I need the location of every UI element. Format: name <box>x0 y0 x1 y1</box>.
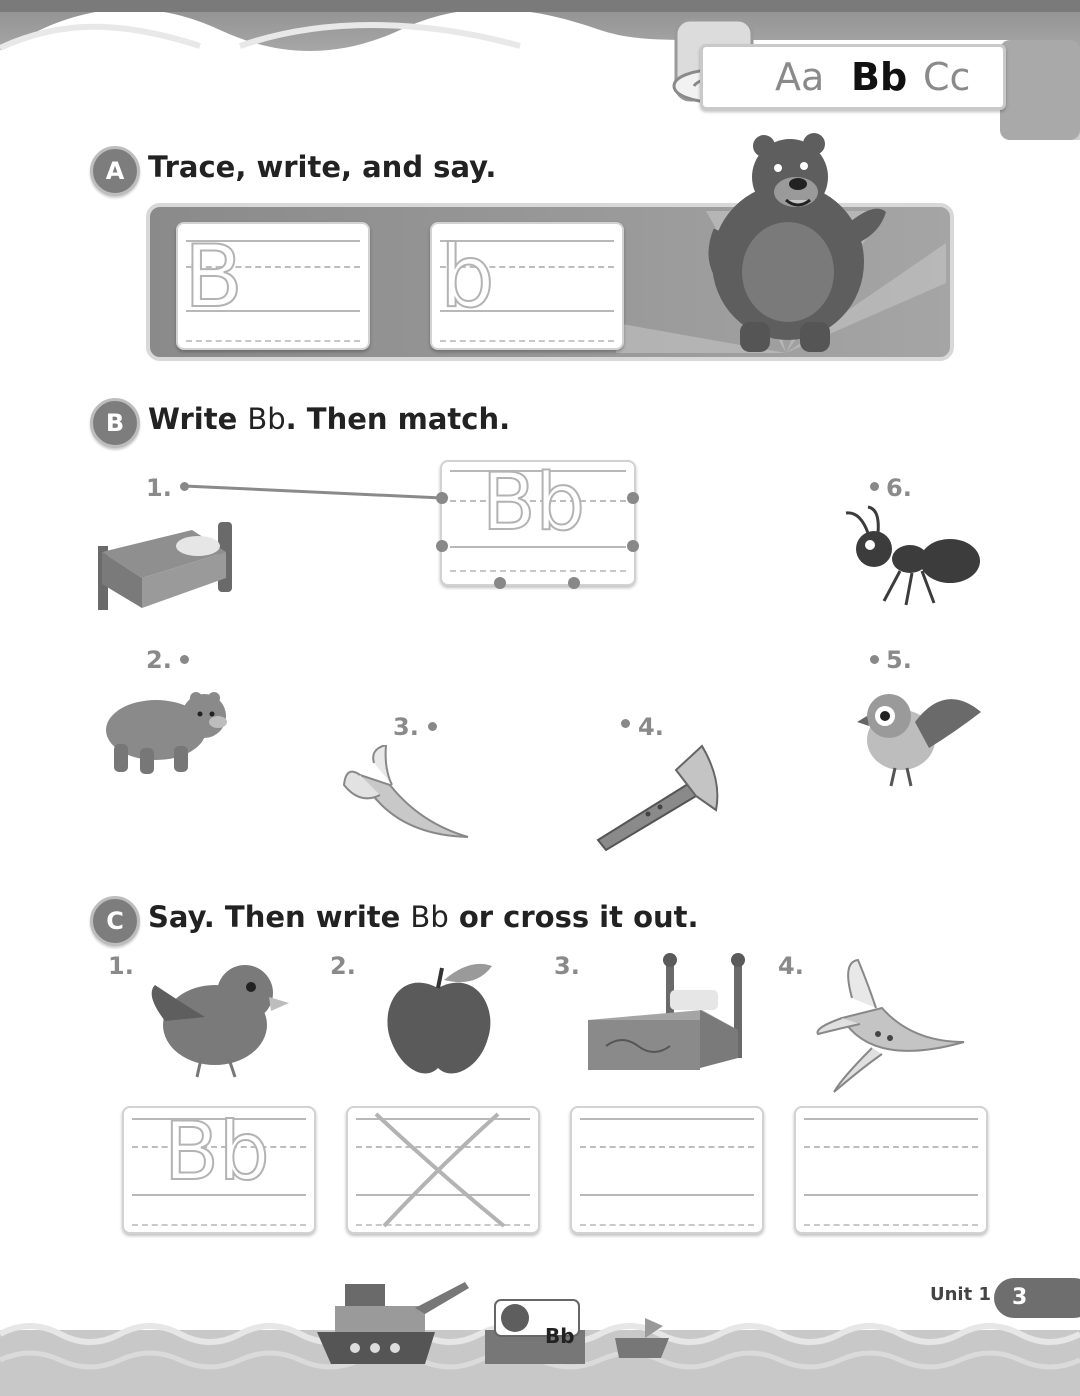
trace-box-lower[interactable] <box>430 222 624 350</box>
match-number-6: 6. <box>886 474 912 502</box>
trace-letter-upper: B <box>184 227 243 327</box>
match-center-box[interactable] <box>440 460 636 586</box>
trace-box-upper[interactable] <box>176 222 370 350</box>
section-b-title-letters: Bb <box>247 402 286 436</box>
match-center-letters: Bb <box>482 458 586 548</box>
match-number-4: 4. <box>638 713 664 741</box>
section-c-title-post: or cross it out. <box>448 900 699 934</box>
match-dot-4[interactable] <box>621 719 630 728</box>
section-c-title <box>148 900 699 934</box>
ant-picture <box>830 505 985 610</box>
c-number-1: 1. <box>108 952 134 980</box>
bear-mascot-illustration <box>700 132 900 362</box>
match-dot-2[interactable] <box>180 655 189 664</box>
letter-tab <box>700 44 1006 110</box>
c-bed-picture <box>582 950 752 1080</box>
boat-train-illustration <box>315 1278 675 1378</box>
match-dot-1[interactable] <box>180 482 189 491</box>
match-dot-6[interactable] <box>870 482 879 491</box>
section-c-title-pre: Say. Then write <box>148 900 411 934</box>
section-b-title-post: . Then match. <box>285 402 511 436</box>
match-number-1: 1. <box>146 474 172 502</box>
match-dot-3[interactable] <box>428 722 437 731</box>
c-number-4: 4. <box>778 952 804 980</box>
c-write-box-4[interactable] <box>794 1106 988 1234</box>
c-write-box-2[interactable] <box>346 1106 540 1234</box>
axe-picture <box>592 740 727 855</box>
c-apple-picture <box>380 958 500 1083</box>
section-a-title: Trace, write, and say. <box>148 150 497 184</box>
c-banana-picture <box>812 958 974 1093</box>
section-b-badge: B <box>90 398 140 448</box>
unit-label: Unit 1 <box>930 1284 991 1305</box>
match-number-5: 5. <box>886 646 912 674</box>
match-number-3: 3. <box>393 713 419 741</box>
c-write-box-3[interactable] <box>570 1106 764 1234</box>
banana-picture <box>340 745 475 845</box>
match-dot-right-bottom[interactable] <box>627 540 639 552</box>
match-dot-bottom-right[interactable] <box>568 577 580 589</box>
c-number-3: 3. <box>554 952 580 980</box>
match-dot-left-bottom[interactable] <box>436 540 448 552</box>
bed-picture <box>92 512 242 612</box>
match-example-line <box>180 480 450 510</box>
c-bird-picture <box>145 955 295 1080</box>
tab-letter-cc: Cc <box>923 55 971 99</box>
bird-picture <box>855 682 985 792</box>
section-a-badge: A <box>90 146 140 196</box>
boat-label: Bb <box>545 1324 575 1348</box>
c-number-2: 2. <box>330 952 356 980</box>
c-write-answer-1: Bb <box>164 1105 270 1198</box>
match-dot-5[interactable] <box>870 655 879 664</box>
match-number-2: 2. <box>146 646 172 674</box>
cross-out-mark <box>348 1108 538 1232</box>
bear-picture <box>100 688 235 778</box>
tab-letter-aa: Aa <box>775 55 825 99</box>
section-c-badge: C <box>90 896 140 946</box>
trace-letter-lower: b <box>440 227 495 327</box>
match-dot-right-top[interactable] <box>627 492 639 504</box>
match-dot-bottom-left[interactable] <box>494 577 506 589</box>
page-number: 3 <box>994 1278 1080 1318</box>
c-write-box-1[interactable] <box>122 1106 316 1234</box>
section-b-title <box>148 402 510 436</box>
tab-letter-bb: Bb <box>851 55 908 99</box>
section-c-title-letters: Bb <box>410 900 449 934</box>
section-b-title-pre: Write <box>148 402 248 436</box>
